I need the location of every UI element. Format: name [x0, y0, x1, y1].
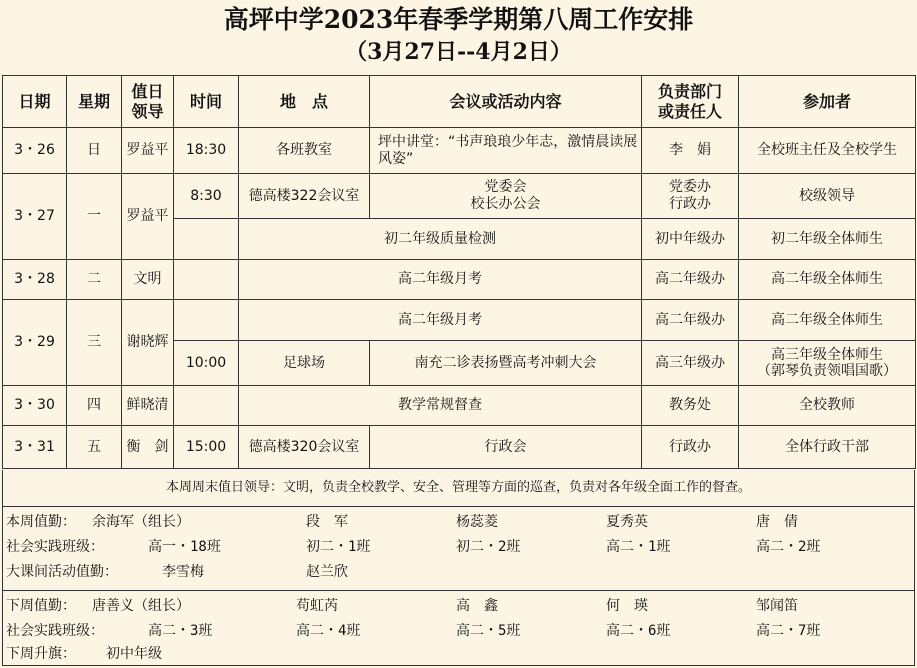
- next-week-practice-0: 高二・3班: [148, 623, 213, 639]
- next-week-practice-4: 高二・7班: [756, 623, 821, 639]
- header-place: 地 点: [239, 76, 370, 128]
- table-row: [3, 174, 916, 219]
- cell-weekday: 三: [67, 300, 122, 386]
- this-week-break-label: 大课间活动值勤：: [6, 564, 118, 580]
- cell-time: [174, 386, 239, 426]
- next-week-duty-0: 唐善义（组长）: [92, 598, 190, 614]
- next-week-practice-1: 高二・4班: [296, 623, 361, 639]
- cell-date: 3・26: [3, 128, 67, 174]
- table-row: [3, 300, 916, 341]
- cell-content: 高二年级月考: [239, 260, 642, 300]
- cell-dept: 行政办: [642, 426, 739, 469]
- divider: [2, 590, 915, 591]
- page-title: 高坪中学2023年春季学期第八周工作安排: [223, 5, 694, 34]
- this-week-practice-4: 高二・2班: [756, 539, 821, 555]
- cell-attendees: 全校班主任及全校学生: [739, 128, 916, 174]
- cell-dept: 高二年级办: [642, 300, 739, 341]
- this-week-practice-1: 初二・1班: [306, 539, 371, 555]
- cell-attendees: 全体行政干部: [739, 426, 916, 469]
- cell-time: 8:30: [174, 174, 239, 219]
- cell-time: [174, 260, 239, 300]
- cell-time: [174, 219, 239, 260]
- cell-content: 行政会: [370, 426, 642, 469]
- next-week-duty-1: 苟虹芮: [296, 598, 338, 614]
- next-week-flag-label: 下周升旗：: [6, 646, 76, 662]
- weekend-note: 本周周末值日领导：文明，负责全校教学、安全、管理等方面的巡查，负责对各年级全面工作的督查。: [165, 480, 751, 495]
- next-week-duty-label: 下周值勤：: [6, 598, 76, 614]
- cell-weekday: 四: [67, 386, 122, 426]
- this-week-break-0: 李雪梅: [162, 564, 204, 580]
- this-week-break-1: 赵兰欣: [306, 564, 348, 580]
- next-week-flag: 初中年级: [106, 646, 162, 662]
- this-week-duty-1: 段 军: [306, 514, 348, 530]
- cell-date: 3・28: [3, 260, 67, 300]
- cell-date: 3・29: [3, 300, 67, 386]
- cell-content: 教学常规督查: [239, 386, 642, 426]
- next-week-practice-2: 高二・5班: [456, 623, 521, 639]
- cell-dept: 初中年级办: [642, 219, 739, 260]
- cell-leader: 谢晓辉: [122, 300, 174, 386]
- next-week-duty-2: 高 鑫: [456, 598, 498, 614]
- cell-time: 18:30: [174, 128, 239, 174]
- page-subtitle: （3月27日--4月2日）: [345, 39, 572, 65]
- cell-attendees: 初二年级全体师生: [739, 219, 916, 260]
- cell-dept: 党委办 行政办: [642, 174, 739, 219]
- cell-content: 南充二诊表扬暨高考冲刺大会: [370, 341, 642, 386]
- cell-content: 初二年级质量检测: [239, 219, 642, 260]
- header-weekday: 星期: [67, 76, 122, 128]
- header-dept: 负责部门或责任人: [642, 76, 739, 128]
- divider: [2, 506, 915, 507]
- cell-leader: 文明: [122, 260, 174, 300]
- cell-content: 坪中讲堂：“书声琅琅少年志，激情晨读展风姿”: [370, 128, 642, 174]
- cell-date: 3・27: [3, 174, 67, 260]
- cell-dept: 李 娟: [642, 128, 739, 174]
- header-leader: 值日领导: [122, 76, 174, 128]
- this-week-duty-4: 唐 倩: [756, 514, 798, 530]
- this-week-practice-3: 高二・1班: [606, 539, 671, 555]
- table-header-row: [3, 76, 916, 128]
- this-week-duty-label: 本周值勤：: [6, 514, 76, 530]
- cell-leader: 罗益平: [122, 174, 174, 260]
- table-row: [3, 386, 916, 426]
- cell-leader: 衡 剑: [122, 426, 174, 469]
- cell-weekday: 一: [67, 174, 122, 260]
- cell-content: 高二年级月考: [239, 300, 642, 341]
- table-row: [3, 128, 916, 174]
- cell-weekday: 日: [67, 128, 122, 174]
- this-week-practice-0: 高一・18班: [148, 539, 221, 555]
- cell-date: 3・30: [3, 386, 67, 426]
- cell-date: 3・31: [3, 426, 67, 469]
- cell-attendees: 高二年级全体师生: [739, 300, 916, 341]
- cell-attendees: 全校教师: [739, 386, 916, 426]
- cell-time: 10:00: [174, 341, 239, 386]
- cell-weekday: 二: [67, 260, 122, 300]
- table-row: [3, 426, 916, 469]
- cell-weekday: 五: [67, 426, 122, 469]
- cell-attendees: 高三年级全体师生 （郭琴负责领唱国歌）: [739, 341, 916, 386]
- this-week-duty-2: 杨蕊菱: [456, 514, 498, 530]
- table-row: [3, 260, 916, 300]
- header-date: 日期: [3, 76, 67, 128]
- cell-attendees: 高二年级全体师生: [739, 260, 916, 300]
- next-week-duty-3: 何 瑛: [606, 598, 648, 614]
- cell-content: 党委会 校长办公会: [370, 174, 642, 219]
- header-content: 会议或活动内容: [370, 76, 642, 128]
- cell-place: 足球场: [239, 341, 370, 386]
- cell-place: 各班教室: [239, 128, 370, 174]
- schedule-table: [2, 75, 916, 469]
- header-time: 时间: [174, 76, 239, 128]
- cell-leader: 罗益平: [122, 128, 174, 174]
- cell-leader: 鲜晓清: [122, 386, 174, 426]
- cell-dept: 教务处: [642, 386, 739, 426]
- cell-time: 15:00: [174, 426, 239, 469]
- cell-time: [174, 300, 239, 341]
- next-week-duty-4: 邹闻笛: [756, 598, 798, 614]
- this-week-practice-label: 社会实践班级：: [6, 539, 104, 555]
- next-week-practice-label: 社会实践班级：: [6, 623, 104, 639]
- cell-dept: 高三年级办: [642, 341, 739, 386]
- cell-attendees: 校级领导: [739, 174, 916, 219]
- this-week-practice-2: 初二・2班: [456, 539, 521, 555]
- next-week-practice-3: 高二・6班: [606, 623, 671, 639]
- cell-place: 德高楼320会议室: [239, 426, 370, 469]
- cell-dept: 高二年级办: [642, 260, 739, 300]
- cell-place: 德高楼322会议室: [239, 174, 370, 219]
- this-week-duty-3: 夏秀英: [606, 514, 648, 530]
- header-attendees: 参加者: [739, 76, 916, 128]
- this-week-duty-0: 余海军（组长）: [92, 514, 190, 530]
